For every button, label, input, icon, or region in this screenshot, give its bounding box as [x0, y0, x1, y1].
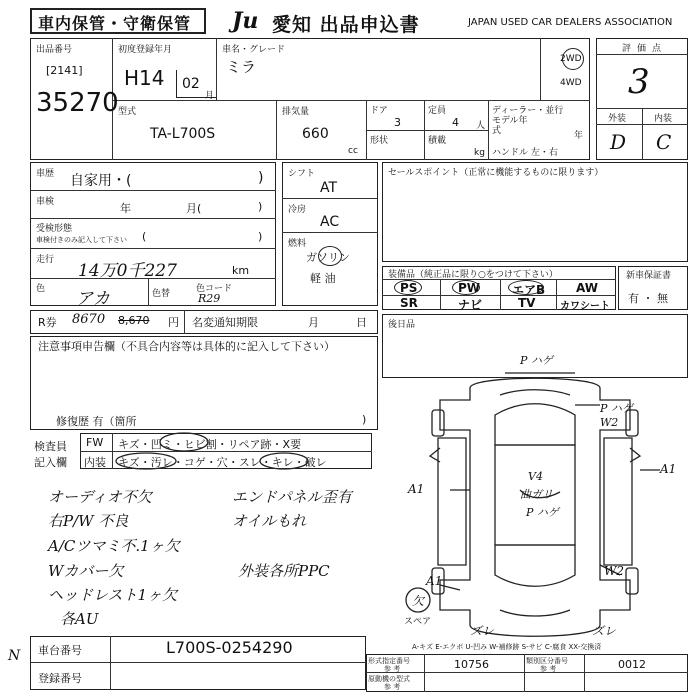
equip-airbag: エアB — [512, 283, 546, 297]
mark-center-1: V4 — [528, 470, 543, 483]
r-ticket-struck: 8,670 — [118, 314, 150, 327]
deadline-month: 月 — [308, 316, 319, 329]
exterior-label: 外装 — [608, 114, 627, 124]
inspection-form-label: 受検形態 — [36, 224, 73, 234]
mark-bottom-left: A1 — [426, 574, 443, 588]
first-reg-label: 初度登録年月 — [118, 45, 173, 55]
rating-label: 評価点 — [622, 44, 668, 54]
mark-center-3: P ハゲ — [526, 506, 559, 519]
drive-2wd: 2WD — [560, 54, 582, 64]
displacement-label: 排気量 — [282, 107, 310, 117]
model-type-label: 型式 — [118, 107, 137, 117]
note-bottom-right: ズレ — [592, 624, 617, 638]
fuel-diesel: 軽 油 — [310, 272, 336, 285]
color-value: アカ — [76, 289, 110, 309]
equip-aw: AW — [576, 281, 598, 295]
model-year-label: モデル年式 — [492, 116, 528, 136]
history-value: 自家用・( — [70, 173, 132, 189]
color-code: R29 — [198, 292, 221, 305]
repair-close: ) — [362, 413, 367, 426]
note-4: オイルもれ — [232, 512, 307, 530]
form-title: 愛知 出品申込書 — [272, 14, 420, 36]
car-name-value: ミラ — [226, 58, 257, 76]
note-7: 外装各所PPC — [238, 562, 330, 580]
checker-label2: 記入欄 — [34, 456, 67, 469]
equip-leather: カワシート — [560, 301, 610, 312]
chassis-value: L700S-0254290 — [166, 638, 293, 657]
first-reg-month: 02 — [182, 76, 200, 92]
deadline-day: 日 — [356, 316, 367, 329]
first-reg-month-unit: 月 — [205, 91, 215, 101]
type-designation-value: 10756 — [454, 658, 489, 671]
handle-label: ハンドル 左・右 — [492, 148, 558, 158]
interior-label: 内装 — [654, 114, 673, 124]
ac-label: 冷房 — [288, 205, 307, 215]
repair-history: 修復歴 有（箇所 — [56, 415, 137, 428]
inspection-form-note: 車検付きのみ記入して下さい — [36, 236, 127, 244]
shape-label: 形状 — [370, 136, 389, 146]
equip-pw: PW — [458, 281, 481, 295]
dealer-label: ディーラー・並行 — [492, 106, 564, 116]
note-3: 右P/W 不良 — [48, 512, 129, 530]
checker-fw-label: FW — [86, 436, 104, 449]
mark-center-2: 曲ガリ — [520, 488, 553, 501]
displacement-value: 660 — [302, 126, 329, 142]
equip-sr: SR — [400, 296, 418, 310]
exterior-value: D — [610, 130, 627, 154]
spare-label: スペア — [404, 617, 432, 627]
color-code-label: 色コード — [196, 284, 233, 294]
checker-fw-items: キズ・凹ミ・ヒビ割・リペア跡・X要 — [118, 438, 302, 451]
color-label: 色 — [36, 284, 46, 294]
engine-sub: 参 考 — [384, 683, 401, 691]
shift-value: AT — [320, 180, 338, 196]
note-1: オーディオ不欠 — [48, 488, 152, 506]
year-unit: 年 — [574, 131, 584, 141]
engine-label: 原動機の型式 — [368, 675, 410, 683]
chassis-label: 車台番号 — [38, 644, 82, 657]
note-2: エンドパネル歪有 — [232, 488, 352, 506]
r-ticket-label: R券 — [38, 316, 57, 329]
mileage-unit: km — [232, 264, 250, 277]
doors-value: 3 — [394, 116, 401, 129]
equipment-label: 装備品（純正品に限り○をつけて下さい） — [388, 270, 558, 280]
note-bottom-left: ズレ — [470, 624, 495, 638]
note-5: A/Cツマミ不.1ヶ欠 — [48, 537, 180, 555]
equip-navi: ナビ — [458, 298, 483, 312]
registration-label: 登録番号 — [38, 672, 82, 685]
form-subtitle: JAPAN USED CAR DEALERS ASSOCIATION — [468, 17, 673, 28]
lot-code: [2141] — [46, 64, 83, 77]
capacity-unit: 人 — [476, 121, 486, 131]
lot-number: 35270 — [36, 88, 119, 118]
inspection-year: 年 — [120, 202, 131, 215]
note-6: Wカバー欠 — [48, 562, 124, 580]
r-ticket-unit: 円 — [168, 316, 179, 329]
color-change-label: 色替 — [152, 289, 171, 299]
postscript-label: 後日品 — [388, 320, 416, 330]
capacity-label: 定員 — [428, 106, 447, 116]
note-8: ヘッドレスト1ヶ欠 — [48, 586, 178, 604]
lot-label: 出品番号 — [36, 45, 73, 55]
rating-value: 3 — [628, 62, 650, 102]
inspection-form-close: ) — [258, 230, 263, 243]
inspection-label: 車検 — [36, 197, 55, 207]
notes-label: 注意事項申告欄（不具合内容等は具体的に記入して下さい） — [38, 340, 335, 353]
first-reg-year: H14 — [124, 66, 165, 90]
checker-label1: 検査員 — [34, 440, 67, 453]
capacity-value: 4 — [452, 116, 459, 129]
load-unit: kg — [474, 148, 485, 158]
checker-in-items: キズ・汚レ・コゲ・穴・スレ・キレ・破レ — [118, 456, 327, 469]
drive-4wd: 4WD — [560, 78, 582, 88]
load-label: 積載 — [428, 136, 447, 146]
mark-right-mid: A1 — [660, 462, 677, 476]
mark-top: P ハゲ — [520, 354, 553, 367]
note-9: 各AU — [60, 610, 99, 628]
category-value: 0012 — [618, 658, 646, 671]
mileage-value: 14万0千227 — [78, 261, 177, 281]
history-close: ) — [258, 170, 264, 186]
storage-label: 車内保管・守衛保管 — [38, 14, 192, 33]
mark-bottom-right: W2 — [604, 564, 624, 578]
model-type-value: TA-L700S — [150, 126, 216, 142]
fuel-gas: ガソリン — [306, 251, 350, 264]
ac-value: AC — [320, 214, 340, 230]
mark-right-top: P ハゲ W2 — [600, 402, 633, 429]
deadline-label: 名変通知期限 — [192, 316, 258, 329]
fuel-label: 燃料 — [288, 239, 307, 249]
displacement-unit: cc — [348, 146, 358, 156]
damage-legend: A-キズ E-エクボ U-凹み W-補修跡 S-サビ C-腐食 XX-交換済 — [412, 643, 602, 651]
equip-ps: PS — [400, 281, 418, 295]
interior-value: C — [656, 130, 672, 154]
mileage-label: 走行 — [36, 255, 55, 265]
type-designation-sub: 参 考 — [384, 665, 401, 673]
mark-left-mid: A1 — [408, 482, 425, 496]
doors-label: ドア — [370, 106, 388, 116]
equip-tv: TV — [518, 296, 536, 310]
sales-point-label: セールスポイント（正常に機能するものに限ります） — [388, 168, 604, 178]
inspection-form-open: ( — [142, 230, 147, 243]
category-label: 類別区分番号 — [526, 657, 568, 665]
shift-label: シフト — [288, 169, 316, 179]
side-mark: N — [8, 648, 21, 664]
r-ticket-value: 8670 — [72, 312, 106, 327]
spare-mark: 欠 — [412, 594, 425, 608]
type-designation-label: 形式指定番号 — [368, 657, 410, 665]
inspection-close: ) — [258, 200, 263, 213]
warranty-label: 新車保証書 — [626, 271, 672, 281]
category-sub: 参 考 — [540, 665, 557, 673]
car-name-label: 車名・グレード — [222, 45, 286, 55]
checker-in-label: 内装 — [84, 456, 106, 469]
ju-logo: Ju — [232, 8, 259, 34]
inspection-month: 月( — [186, 202, 202, 215]
history-label: 車歴 — [36, 169, 55, 179]
warranty-value: 有 ・ 無 — [628, 292, 668, 305]
